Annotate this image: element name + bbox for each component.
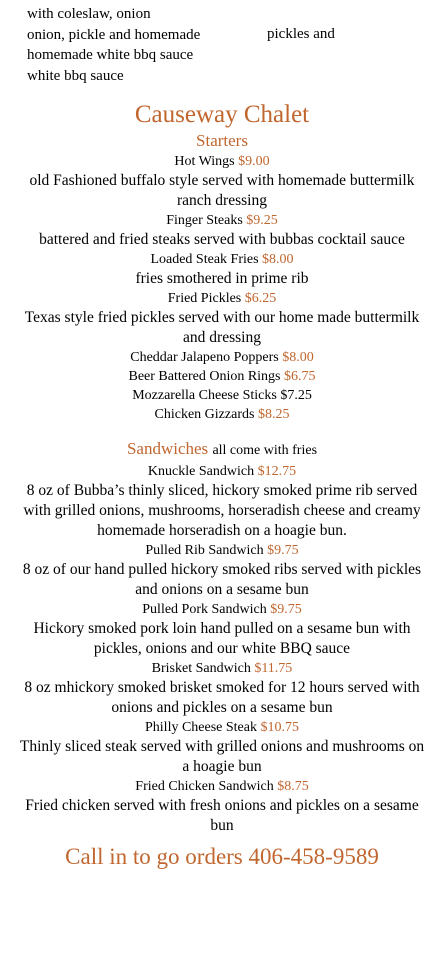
item-price: $8.25 (257, 407, 290, 422)
carryover-line: white bbq sauce (27, 67, 124, 84)
menu-item (0, 600, 444, 619)
item-price: $9.00 (238, 154, 270, 169)
menu-item (0, 211, 444, 230)
menu-item (0, 152, 444, 171)
item-name: Philly Cheese Steak (145, 720, 257, 735)
item-description: Texas style fried pickles served with our home made buttermilk and dressing (24, 309, 420, 346)
carryover-line: homemade white bbq sauce (27, 47, 194, 63)
item-description: Thinly sliced steak served with grilled onions and mushrooms on a hoagie bun (19, 738, 425, 775)
item-name: Brisket Sandwich (151, 661, 251, 676)
item-name: Fried Pickles (167, 291, 242, 306)
carryover-line: with coleslaw, onion (27, 6, 151, 22)
item-price: $8.75 (277, 779, 309, 794)
item-description: Fried chicken served with fresh onions and pickles on a sesame bun (25, 797, 419, 834)
item-price: $7.25 (280, 388, 312, 403)
item-price: $8.00 (282, 350, 314, 365)
sandwiches-heading (0, 438, 444, 462)
menu-item (0, 250, 444, 269)
section-title: Sandwiches (126, 439, 209, 458)
menu-item (0, 462, 444, 481)
item-name: Loaded Steak Fries (150, 252, 259, 267)
item-price: $6.75 (284, 369, 316, 384)
menu-item (0, 777, 444, 796)
item-name: Hot Wings (174, 154, 235, 169)
item-description: fries smothered in prime rib (135, 270, 309, 287)
call-to-action: Call in to go orders 406-458-9589 (65, 844, 379, 869)
item-price: $6.25 (244, 291, 277, 306)
restaurant-title: Causeway Chalet (134, 101, 310, 128)
starters-heading: Starters (196, 131, 248, 150)
item-name: Finger Steaks (166, 213, 243, 228)
item-price: $12.75 (257, 464, 297, 479)
menu-item (0, 367, 444, 386)
item-name: Pulled Pork Sandwich (142, 602, 267, 617)
carryover-line: onion, pickle and homemade (27, 26, 201, 43)
item-description: 8 oz of Bubba’s thinly sliced, hickory smoked prime rib served with grilled onions, mushrooms, horseradish cheese and creamy homemade horseradish on a hoagie bun. (23, 482, 421, 539)
menu-item (0, 386, 444, 405)
item-description: 8 oz mhickory smoked brisket smoked for 12 hours served with onions and pickles on a sesame bun (24, 679, 420, 716)
menu-item (0, 541, 444, 560)
item-name: Chicken Gizzards (154, 407, 255, 422)
item-price: $10.75 (260, 720, 299, 735)
menu-body (0, 100, 444, 872)
item-name: Pulled Rib Sandwich (145, 543, 264, 558)
item-price: $9.75 (267, 543, 299, 558)
carryover-text-left (27, 4, 200, 86)
carryover-text-right: pickles and (267, 26, 335, 42)
item-description: 8 oz of our hand pulled hickory smoked ribs served with pickles and onions on a sesame bun (22, 561, 422, 598)
item-name: Cheddar Jalapeno Poppers (130, 350, 279, 365)
item-price: $11.75 (254, 661, 293, 676)
section-note: all come with fries (212, 443, 318, 458)
item-name: Beer Battered Onion Rings (128, 369, 281, 384)
menu-item (0, 405, 444, 424)
item-description: old Fashioned buffalo style served with homemade buttermilk ranch dressing (29, 172, 415, 209)
item-price: $8.00 (262, 252, 294, 267)
item-description: Hickory smoked pork loin hand pulled on a sesame bun with pickles, onions and our white BBQ sauce (33, 620, 411, 657)
item-name: Fried Chicken Sandwich (135, 779, 274, 794)
menu-item (0, 659, 444, 678)
item-description: battered and fried steaks served with bubbas cocktail sauce (39, 231, 405, 248)
menu-item (0, 718, 444, 737)
menu-item (0, 289, 444, 308)
item-price: $9.75 (270, 602, 302, 617)
menu-item (0, 348, 444, 367)
item-name: Mozzarella Cheese Sticks (132, 388, 277, 403)
item-price: $9.25 (246, 213, 278, 228)
item-name: Knuckle Sandwich (147, 464, 255, 479)
